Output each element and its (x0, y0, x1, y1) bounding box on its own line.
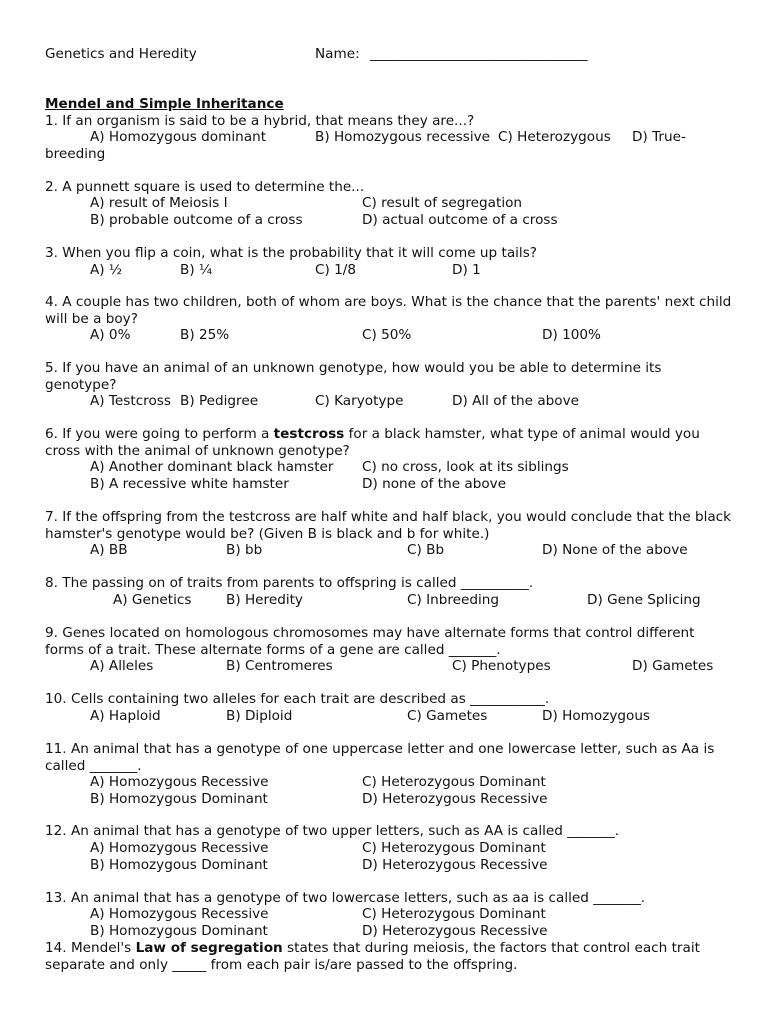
answer-option[interactable]: D) 100% (542, 327, 601, 343)
answer-option[interactable]: B) Homozygous Dominant (90, 857, 268, 873)
answer-option[interactable]: D) Heterozygous Recessive (362, 857, 548, 873)
answer-option[interactable]: C) Heterozygous Dominant (362, 906, 546, 922)
answer-option[interactable]: B) Centromeres (226, 658, 333, 674)
answer-option[interactable]: A) result of Meiosis I (90, 195, 228, 211)
answer-option[interactable]: D) All of the above (452, 393, 580, 409)
name-label: Name: (315, 46, 360, 62)
question-stem: 9. Genes located on homologous chromosomes may have alternate forms that control different forms of a trait. These alternate forms of a gene are called _______. (45, 625, 695, 658)
answer-option[interactable]: C) Heterozygous Dominant (362, 840, 546, 856)
answer-option[interactable]: A) Homozygous Recessive (90, 840, 269, 856)
answer-option[interactable]: B) Homozygous Dominant (90, 791, 268, 807)
answer-option[interactable]: C) 50% (362, 327, 412, 343)
question-stem: 12. An animal that has a genotype of two upper letters, such as AA is called _______. (45, 823, 620, 839)
answer-option[interactable]: D) 1 (452, 262, 481, 278)
question-stem: 2. A punnett square is used to determine the... (45, 179, 365, 195)
question-stem-end: states that during meiosis, the factors that control each trait separate and only _____ from each pair is/are passed to the offspring. (45, 940, 700, 973)
answer-option[interactable]: B) A recessive white hamster (90, 476, 289, 492)
question-stem (45, 426, 735, 459)
course-title: Genetics and Heredity (45, 46, 197, 62)
answer-option[interactable]: C) Inbreeding (407, 592, 500, 608)
answer-option[interactable]: D) none of the above (362, 476, 507, 492)
answer-option[interactable]: A) Genetics (113, 592, 192, 608)
answer-option[interactable]: D) None of the above (542, 542, 688, 558)
answer-option[interactable]: A) Testcross (90, 393, 171, 409)
bold-term: testcross (273, 426, 345, 442)
question-stem: 11. An animal that has a genotype of one uppercase letter and one lowercase letter, such as Aa is called _______. (45, 741, 715, 774)
question-stem-end: for a black hamster, what type of animal would you cross with the animal of unknown genotype? (45, 426, 700, 459)
answer-option[interactable]: B) probable outcome of a cross (90, 212, 303, 228)
answer-option-continued: breeding (45, 146, 106, 162)
answer-option[interactable]: A) Homozygous Recessive (90, 906, 269, 922)
answer-option[interactable]: C) 1/8 (315, 262, 356, 278)
answer-option[interactable]: D) actual outcome of a cross (362, 212, 558, 228)
answer-option[interactable]: A) Homozygous Recessive (90, 774, 269, 790)
answer-option[interactable]: A) Alleles (90, 658, 154, 674)
answer-option[interactable]: B) Diploid (226, 708, 293, 724)
answer-option[interactable]: B) Heredity (226, 592, 303, 608)
answer-option[interactable]: A) Haploid (90, 708, 161, 724)
answer-option[interactable]: B) Pedigree (180, 393, 259, 409)
answer-option[interactable]: D) Homozygous (542, 708, 651, 724)
answer-option[interactable]: B) bb (226, 542, 263, 558)
answer-option[interactable]: D) True- (632, 129, 686, 145)
name-field[interactable]: ________________________________ (370, 46, 588, 62)
answer-option[interactable]: B) 25% (180, 327, 230, 343)
answer-option[interactable]: C) Karyotype (315, 393, 404, 409)
answer-option[interactable]: C) no cross, look at its siblings (362, 459, 569, 475)
question-stem: 5. If you have an animal of an unknown genotype, how would you be able to determine its genotype? (45, 360, 662, 393)
section-title: Mendel and Simple Inheritance (45, 96, 284, 112)
answer-option[interactable]: A) ½ (90, 262, 123, 278)
question-stem: 8. The passing on of traits from parents to offspring is called __________. (45, 575, 534, 591)
question-stem: 13. An animal that has a genotype of two lowercase letters, such as aa is called _______. (45, 890, 646, 906)
answer-option[interactable]: B) Homozygous recessive (315, 129, 491, 145)
answer-option[interactable]: C) result of segregation (362, 195, 523, 211)
answer-option[interactable]: C) Heterozygous (498, 129, 611, 145)
question-stem: 7. If the offspring from the testcross are half white and half black, you would conclude that the black hamster's genotype would be? (Given B is black and b for white.) (45, 509, 732, 542)
answer-option[interactable]: A) Another dominant black hamster (90, 459, 334, 475)
question-stem: 4. A couple has two children, both of whom are boys. What is the chance that the parents' next child will be a boy? (45, 294, 732, 327)
answer-option[interactable]: C) Bb (407, 542, 445, 558)
question-stem-start: 14. Mendel's (45, 940, 136, 956)
answer-option[interactable]: C) Phenotypes (452, 658, 551, 674)
question-stem: 1. If an organism is said to be a hybrid, that means they are...? (45, 113, 475, 129)
answer-option[interactable]: A) 0% (90, 327, 131, 343)
answer-option[interactable]: B) ¼ (180, 262, 213, 278)
question-stem-start: 6. If you were going to perform a (45, 426, 274, 442)
question-stem: 3. When you flip a coin, what is the probability that it will come up tails? (45, 245, 538, 261)
answer-option[interactable]: D) Heterozygous Recessive (362, 791, 548, 807)
answer-option[interactable]: C) Gametes (407, 708, 488, 724)
answer-option[interactable]: D) Gametes (632, 658, 714, 674)
answer-option[interactable]: C) Heterozygous Dominant (362, 774, 546, 790)
answer-option[interactable]: D) Gene Splicing (587, 592, 701, 608)
question-stem (45, 940, 735, 973)
answer-option[interactable]: D) Heterozygous Recessive (362, 923, 548, 939)
answer-option[interactable]: B) Homozygous Dominant (90, 923, 268, 939)
answer-option[interactable]: A) Homozygous dominant (90, 129, 267, 145)
bold-term: Law of segregation (135, 940, 283, 956)
answer-option[interactable]: A) BB (90, 542, 128, 558)
question-stem: 10. Cells containing two alleles for each trait are described as ___________. (45, 691, 550, 707)
